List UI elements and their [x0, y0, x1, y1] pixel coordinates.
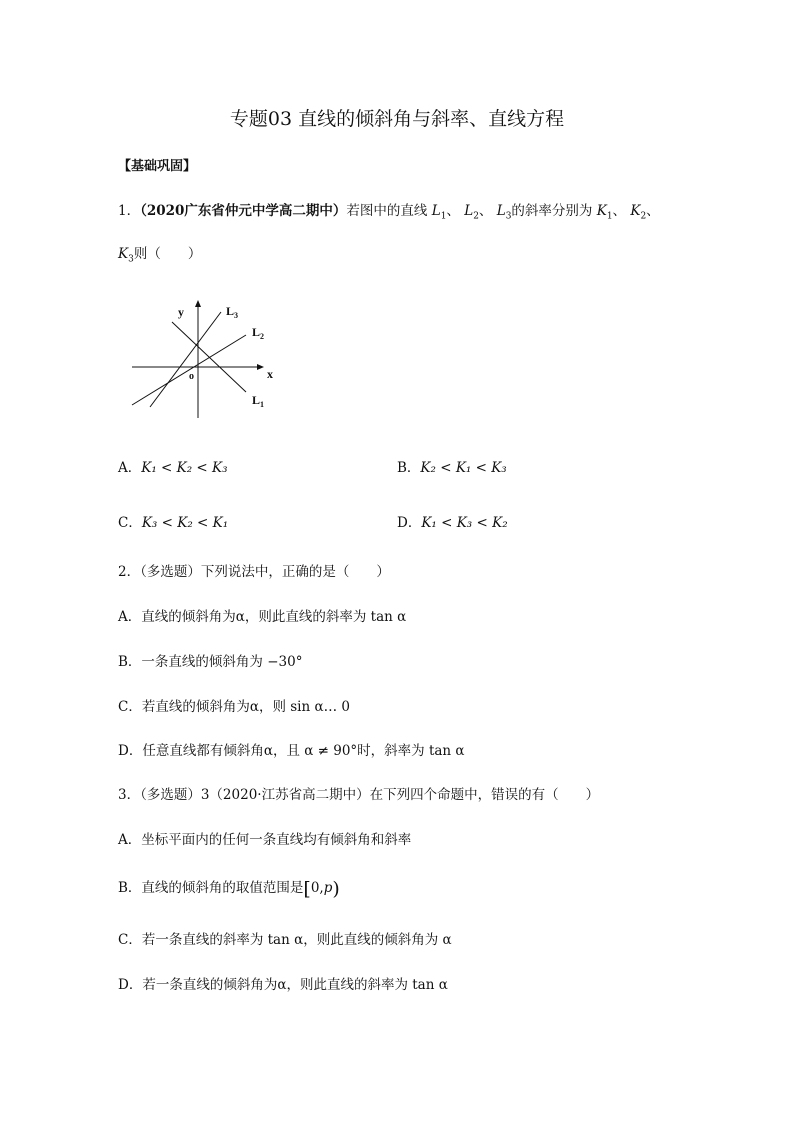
line-L3 [150, 312, 221, 407]
q1-K2: $K_2$ [630, 203, 647, 222]
line-figure [128, 300, 288, 420]
q3-option-b[interactable]: B．直线的倾斜角的取值范围是[0,p) [118, 878, 340, 900]
q1-K3: $K_3$ [118, 246, 134, 265]
line-L2 [132, 335, 246, 405]
q1-option-b[interactable]: B．K₂ < K₁ < K₃ [397, 460, 507, 476]
separator: 、 [646, 203, 660, 219]
q1-number: 1． [118, 203, 141, 219]
q3-option-c[interactable]: C．若一条直线的斜率为 tan α，则此直线的倾斜角为 α [118, 932, 452, 948]
label-L3: $L_3$ [226, 304, 239, 320]
q2-option-a[interactable]: A．直线的倾斜角为α，则此直线的斜率为 tan α [118, 609, 407, 625]
q1-source: （2020广东省仲元中学高二期中） [140, 203, 347, 219]
separator: 、 [478, 203, 493, 219]
question-3-stem: 3．（多选题）3（2020·江苏省高二期中）在下列四个命题中，错误的有（ ） [118, 787, 600, 803]
q2-option-b[interactable]: B．一条直线的倾斜角为 −30° [118, 654, 303, 670]
x-axis-label: x [267, 367, 273, 381]
label-L1: $L_1$ [252, 393, 265, 409]
q1-L3: $L_3$ [496, 203, 512, 222]
x-axis-arrow [257, 364, 264, 370]
q1-text-c: 则（ ） [133, 246, 202, 262]
line-figure-svg [128, 300, 288, 420]
q1-K1: $K_1$ [596, 203, 613, 222]
q1-option-a[interactable]: A．K₁ < K₂ < K₃ [118, 460, 228, 476]
q3-option-d[interactable]: D．若一条直线的倾斜角为α，则此直线的斜率为 tan α [118, 977, 448, 993]
q1-option-c[interactable]: C．K₃ < K₂ < K₁ [118, 515, 229, 531]
q1-option-d[interactable]: D．K₁ < K₃ < K₂ [397, 515, 508, 531]
y-axis-arrow [195, 300, 201, 307]
page-title: 专题03 直线的倾斜角与斜率、直线方程 [229, 108, 565, 130]
label-L2: $L_2$ [252, 325, 265, 341]
question-1-line-2 [118, 242, 201, 265]
q1-L2: $L_2$ [464, 203, 479, 222]
question-2-stem: 2．（多选题）下列说法中，正确的是（ ） [118, 564, 390, 580]
section-heading: 【基础巩固】 [118, 159, 197, 174]
separator: 、 [446, 203, 460, 219]
y-axis-label: y [178, 305, 184, 319]
q1-L1: $L_1$ [431, 203, 447, 222]
q2-option-c[interactable]: C．若直线的倾斜角为α，则 sin α… 0 [118, 699, 350, 715]
separator: 、 [612, 203, 627, 219]
question-1-line-1 [118, 199, 660, 222]
q1-text-a: 若图中的直线 [346, 203, 428, 219]
q1-text-b: 的斜率分别为 [511, 203, 593, 219]
q2-option-d[interactable]: D．任意直线都有倾斜角α，且 α ≠ 90°时，斜率为 tan α [118, 743, 465, 759]
line-L1 [172, 322, 246, 392]
origin-label: o [189, 371, 194, 382]
q3-option-a[interactable]: A．坐标平面内的任何一条直线均有倾斜角和斜率 [118, 832, 412, 848]
